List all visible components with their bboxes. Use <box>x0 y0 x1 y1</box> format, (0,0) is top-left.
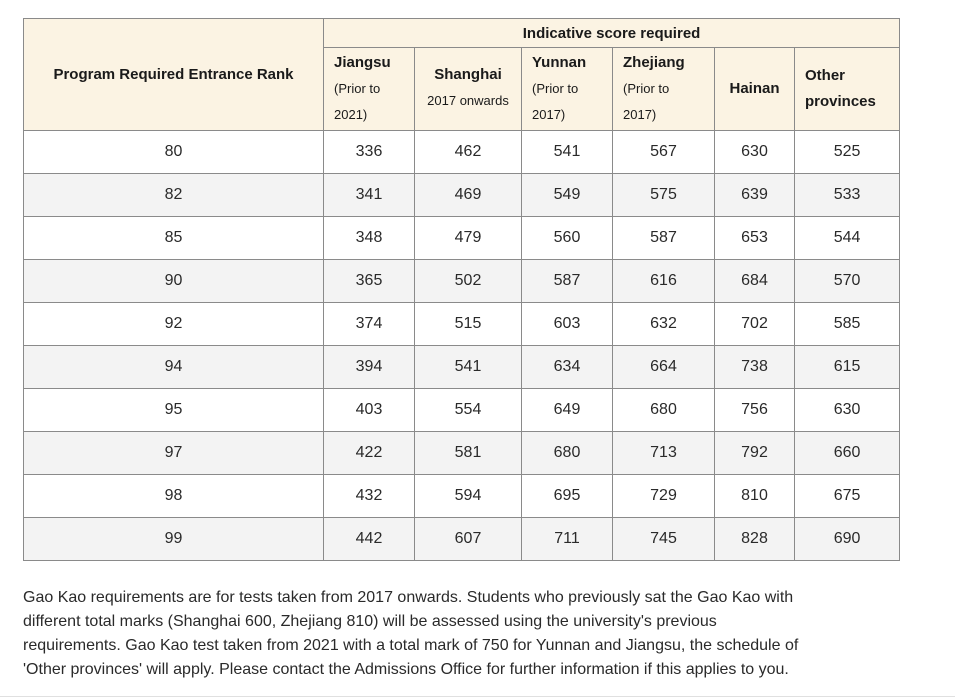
score-cell: 422 <box>324 432 415 475</box>
table-row <box>24 432 900 475</box>
table-row <box>24 475 900 518</box>
column-subtitle: 2017 onwards <box>427 93 509 108</box>
table-row <box>24 260 900 303</box>
column-header-jiangsu <box>324 48 415 131</box>
rank-cell: 99 <box>24 518 324 561</box>
score-cell: 541 <box>522 131 613 174</box>
column-subtitle: 2017) <box>532 107 566 122</box>
score-cell: 632 <box>613 303 715 346</box>
score-cell: 365 <box>324 260 415 303</box>
score-cell: 567 <box>613 131 715 174</box>
table-row <box>24 346 900 389</box>
score-cell: 664 <box>613 346 715 389</box>
rank-cell: 92 <box>24 303 324 346</box>
table-row <box>24 174 900 217</box>
table-row <box>24 217 900 260</box>
column-name: Jiangsu <box>334 54 391 71</box>
score-table <box>23 18 900 561</box>
score-cell: 616 <box>613 260 715 303</box>
rank-cell: 90 <box>24 260 324 303</box>
rank-cell: 98 <box>24 475 324 518</box>
score-cell: 394 <box>324 346 415 389</box>
note-line: requirements. Gao Kao test taken from 2021 with a total mark of 750 for Yunnan and Jiangsu, the schedule of <box>23 637 799 654</box>
score-cell: 341 <box>324 174 415 217</box>
score-cell: 634 <box>522 346 613 389</box>
score-cell: 570 <box>795 260 900 303</box>
column-header-yunnan <box>522 48 613 131</box>
note-line: Gao Kao requirements are for tests taken from 2017 onwards. Students who previously sat the Gao Kao with <box>23 589 794 606</box>
score-cell: 690 <box>795 518 900 561</box>
score-cell: 585 <box>795 303 900 346</box>
score-cell: 462 <box>415 131 522 174</box>
score-cell: 675 <box>795 475 900 518</box>
score-cell: 745 <box>613 518 715 561</box>
score-cell: 502 <box>415 260 522 303</box>
column-name: Zhejiang <box>623 54 685 71</box>
column-name: Hainan <box>729 80 780 97</box>
header-row-group <box>24 19 900 48</box>
score-cell: 615 <box>795 346 900 389</box>
rank-cell: 95 <box>24 389 324 432</box>
note-line: different total marks (Shanghai 600, Zhejiang 810) will be assessed using the university's previous <box>23 613 717 630</box>
table-row <box>24 131 900 174</box>
score-cell: 515 <box>415 303 522 346</box>
score-cell: 594 <box>415 475 522 518</box>
rank-cell: 85 <box>24 217 324 260</box>
column-subtitle: (Prior to <box>334 81 381 96</box>
score-cell: 653 <box>715 217 795 260</box>
score-cell: 702 <box>715 303 795 346</box>
score-cell: 403 <box>324 389 415 432</box>
score-cell: 713 <box>613 432 715 475</box>
note-line: 'Other provinces' will apply. Please contact the Admissions Office for further information if this applies to you. <box>23 661 789 678</box>
column-name: Other <box>805 67 846 84</box>
score-cell: 479 <box>415 217 522 260</box>
score-cell: 630 <box>795 389 900 432</box>
score-cell: 756 <box>715 389 795 432</box>
score-cell: 554 <box>415 389 522 432</box>
rank-cell: 80 <box>24 131 324 174</box>
score-cell: 792 <box>715 432 795 475</box>
score-table-body <box>24 131 900 561</box>
score-cell: 533 <box>795 174 900 217</box>
score-cell: 680 <box>613 389 715 432</box>
score-cell: 549 <box>522 174 613 217</box>
gaokao-note <box>23 586 923 682</box>
score-cell: 828 <box>715 518 795 561</box>
score-cell: 432 <box>324 475 415 518</box>
column-header-hainan <box>715 48 795 131</box>
score-cell: 442 <box>324 518 415 561</box>
score-cell: 607 <box>415 518 522 561</box>
score-cell: 680 <box>522 432 613 475</box>
score-cell: 575 <box>613 174 715 217</box>
score-cell: 729 <box>613 475 715 518</box>
score-cell: 348 <box>324 217 415 260</box>
column-name: provinces <box>805 93 876 110</box>
column-subtitle: (Prior to <box>623 81 670 96</box>
score-cell: 630 <box>715 131 795 174</box>
indicative-score-header: Indicative score required <box>324 19 900 48</box>
column-name: Yunnan <box>532 54 587 71</box>
score-cell: 660 <box>795 432 900 475</box>
score-cell: 711 <box>522 518 613 561</box>
score-cell: 541 <box>415 346 522 389</box>
column-name: Shanghai <box>434 66 502 83</box>
score-cell: 738 <box>715 346 795 389</box>
score-cell: 587 <box>522 260 613 303</box>
column-header-other-provinces <box>795 48 900 131</box>
score-cell: 374 <box>324 303 415 346</box>
score-cell: 587 <box>613 217 715 260</box>
column-subtitle: (Prior to <box>532 81 579 96</box>
rank-cell: 94 <box>24 346 324 389</box>
table-row <box>24 389 900 432</box>
column-subtitle: 2021) <box>334 107 368 122</box>
table-row <box>24 303 900 346</box>
rank-column-header: Program Required Entrance Rank <box>24 19 324 131</box>
score-cell: 581 <box>415 432 522 475</box>
rank-cell: 97 <box>24 432 324 475</box>
score-cell: 336 <box>324 131 415 174</box>
score-cell: 639 <box>715 174 795 217</box>
column-subtitle: 2017) <box>623 107 657 122</box>
rank-cell: 82 <box>24 174 324 217</box>
score-cell: 525 <box>795 131 900 174</box>
score-cell: 649 <box>522 389 613 432</box>
column-header-shanghai <box>415 48 522 131</box>
score-cell: 603 <box>522 303 613 346</box>
score-cell: 544 <box>795 217 900 260</box>
score-cell: 810 <box>715 475 795 518</box>
score-cell: 560 <box>522 217 613 260</box>
column-header-zhejiang <box>613 48 715 131</box>
score-cell: 469 <box>415 174 522 217</box>
bottom-divider <box>0 696 955 697</box>
score-cell: 695 <box>522 475 613 518</box>
table-row <box>24 518 900 561</box>
score-cell: 684 <box>715 260 795 303</box>
